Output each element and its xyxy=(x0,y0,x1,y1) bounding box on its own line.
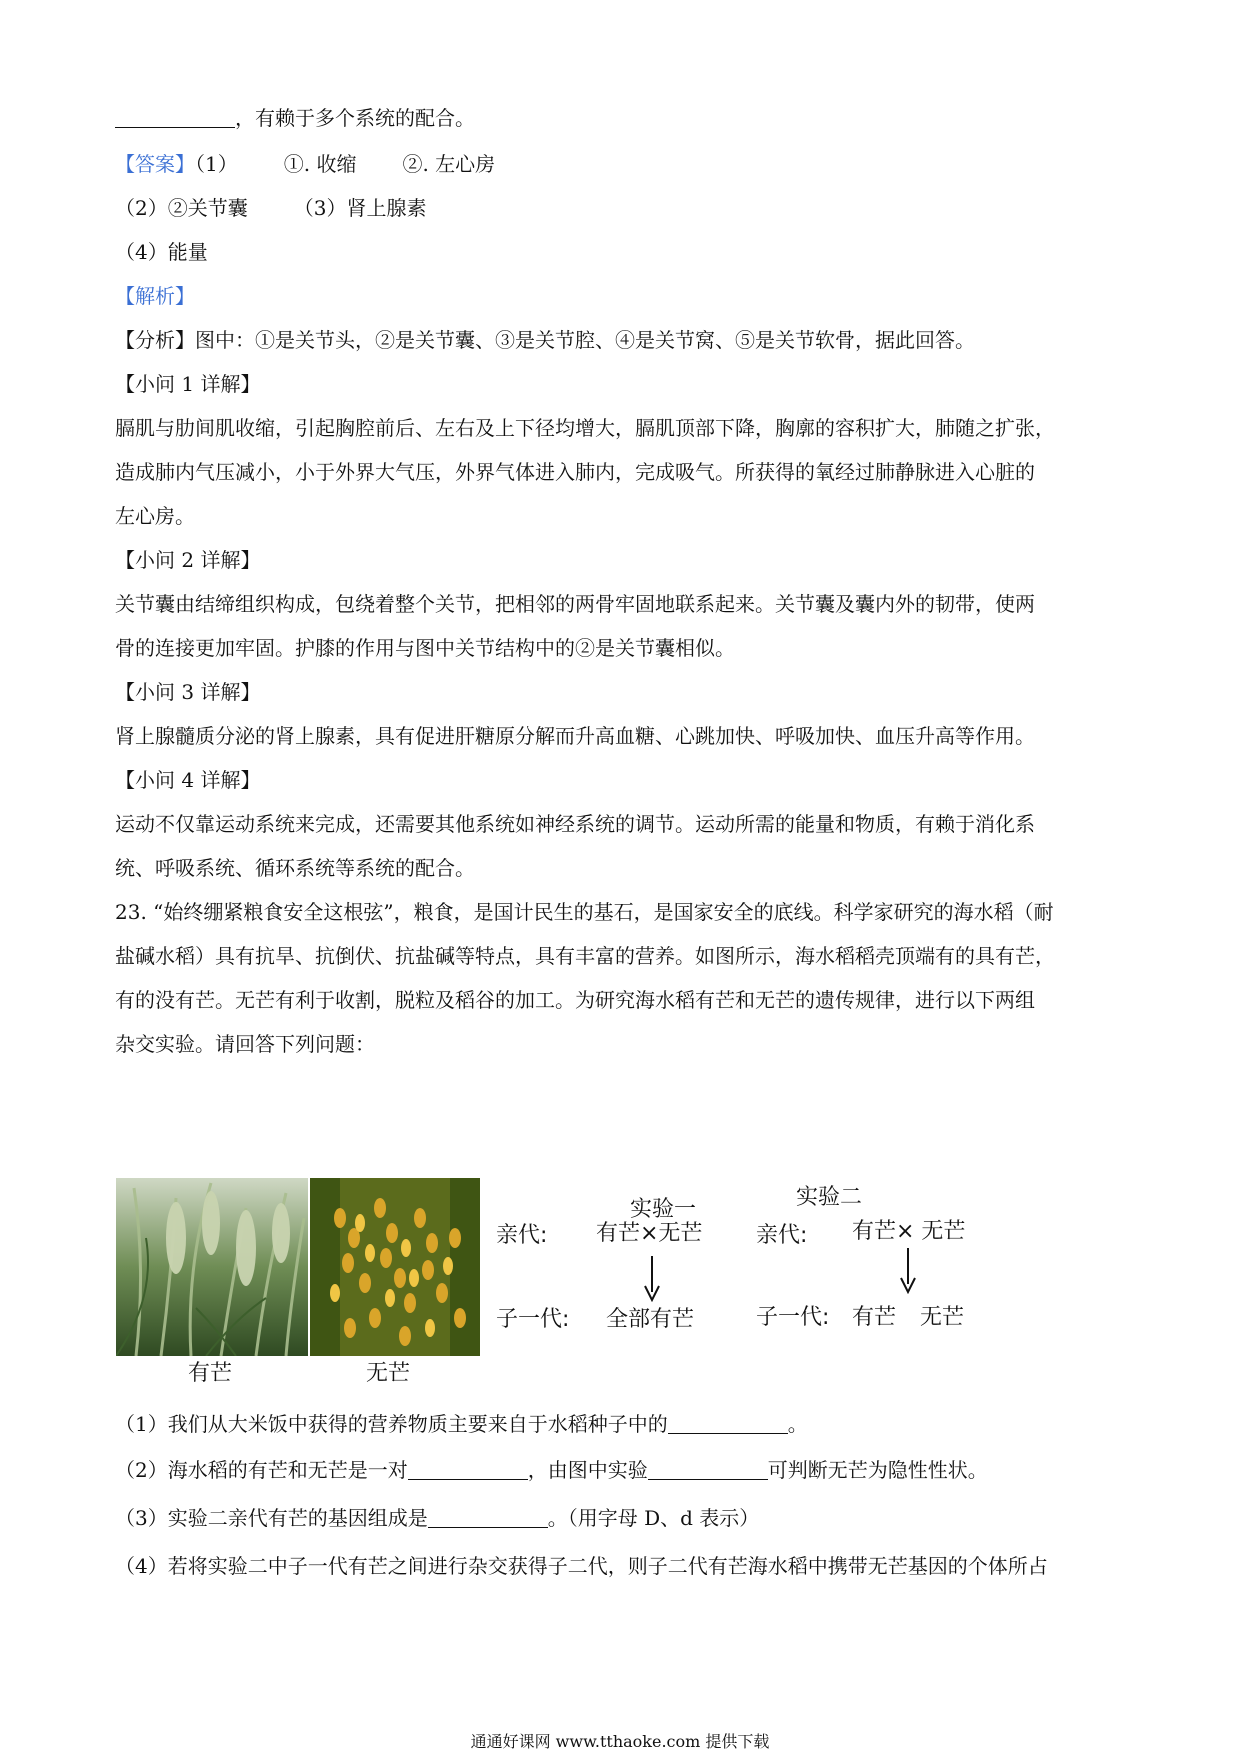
awned-rice-photo xyxy=(116,1178,308,1356)
answer-line-4: （4）能量 xyxy=(115,240,208,264)
page-footer: 通通好课网 www.tthaoke.com 提供下载 xyxy=(470,1732,770,1751)
awned-caption: 有芒 xyxy=(188,1361,233,1386)
experiment-2-arrow xyxy=(896,1248,920,1294)
awnless-rice-photo xyxy=(310,1178,480,1356)
subquestion-2-heading: 【小问 2 详解】 xyxy=(115,548,261,572)
question-23-text: 有的没有芒。无芒有利于收割，脱粒及稻谷的加工。为研究海水稻有芒和无芒的遗传规律，进行以下两组 xyxy=(115,988,1035,1012)
subquestion-4-heading: 【小问 4 详解】 xyxy=(115,768,261,792)
subquestion-1-text: 膈肌与肋间肌收缩，引起胸腔前后、左右及上下径均增大，膈肌顶部下降，胸廓的容积扩大，肺随之扩张， xyxy=(115,416,1055,440)
offspring-label-2: 子一代: xyxy=(756,1305,830,1330)
answer-line-2: （2）②关节囊 （3）肾上腺素 xyxy=(115,196,427,220)
subquestion-1-text: 左心房。 xyxy=(115,504,195,528)
subquestion-1-heading: 【小问 1 详解】 xyxy=(115,372,261,396)
question-23-text: 23. “始终绷紧粮食安全这根弦”，粮食，是国计民生的基石，是国家安全的底线。科学家研究的海水稻（耐 xyxy=(115,900,1054,924)
experiment-1-title: 实验一 xyxy=(630,1197,697,1222)
analysis-line: 【分析】图中：①是关节头，②是关节囊、③是关节腔、④是关节窝、⑤是关节软骨，据此回答。 xyxy=(115,328,975,352)
experiment-2-cross: 有芒× 无芒 xyxy=(852,1219,966,1244)
experiment-1-result: 全部有芒 xyxy=(606,1307,695,1332)
subquestion-4-text: 运动不仅靠运动系统来完成，还需要其他系统如神经系统的调节。运动所需的能量和物质，有赖于消化系 xyxy=(115,812,1035,836)
analysis-tag: 【解析】 xyxy=(115,284,195,308)
experiment-2-title: 实验二 xyxy=(796,1185,863,1210)
question-23-part-2: （2）海水稻的有芒和无芒是一对 ，由图中实验 可判断无芒为隐性性状。 xyxy=(115,1458,988,1482)
answer-blank xyxy=(648,1459,768,1480)
experiment-2-result-awned: 有芒 xyxy=(852,1305,897,1330)
parent-label-2: 亲代: xyxy=(756,1223,808,1248)
offspring-label-1: 子一代: xyxy=(496,1307,570,1332)
subquestion-2-text: 骨的连接更加牢固。护膝的作用与图中关节结构中的②是关节囊相似。 xyxy=(115,636,735,660)
question-23-text: 盐碱水稻）具有抗旱、抗倒伏、抗盐碱等特点，具有丰富的营养。如图所示，海水稻稻壳顶端有的具有芒， xyxy=(115,944,1055,968)
answer-tag: 【答案】 xyxy=(115,152,195,176)
answer-blank xyxy=(115,107,235,128)
subquestion-1-text: 造成肺内气压减小，小于外界大气压，外界气体进入肺内，完成吸气。所获得的氧经过肺静脉进入心脏的 xyxy=(115,460,1035,484)
subquestion-2-text: 关节囊由结缔组织构成，包绕着整个关节，把相邻的两骨牢固地联系起来。关节囊及囊内外的韧带，使两 xyxy=(115,592,1035,616)
subquestion-3-text: 肾上腺髓质分泌的肾上腺素，具有促进肝糖原分解而升高血糖、心跳加快、呼吸加快、血压升高等作用。 xyxy=(115,724,1035,748)
parent-label-1: 亲代: xyxy=(496,1223,548,1248)
question-23-part-4: （4）若将实验二中子一代有芒之间进行杂交获得子二代，则子二代有芒海水稻中携带无芒基因的个体所占 xyxy=(115,1554,1048,1578)
continuation-line: ，有赖于多个系统的配合。 xyxy=(115,104,475,132)
experiment-2-result-awnless: 无芒 xyxy=(920,1305,965,1330)
answer-blank xyxy=(668,1413,788,1434)
subquestion-3-heading: 【小问 3 详解】 xyxy=(115,680,261,704)
experiment-1-arrow xyxy=(640,1256,664,1302)
question-23-text: 杂交实验。请回答下列问题： xyxy=(115,1032,375,1056)
answer-blank xyxy=(428,1507,548,1528)
subquestion-4-text: 统、呼吸系统、循环系统等系统的配合。 xyxy=(115,856,475,880)
answer-blank xyxy=(408,1459,528,1480)
experiment-1-cross: 有芒×无芒 xyxy=(596,1221,703,1246)
awnless-caption: 无芒 xyxy=(366,1361,411,1386)
question-23-part-1: （1）我们从大米饭中获得的营养物质主要来自于水稻种子中的 。 xyxy=(115,1412,808,1436)
question-23-part-3: （3）实验二亲代有芒的基因组成是 。（用字母 D、d 表示） xyxy=(115,1506,760,1530)
answer-line: 【答案】（1） ①. 收缩 ②. 左心房 xyxy=(115,152,496,176)
